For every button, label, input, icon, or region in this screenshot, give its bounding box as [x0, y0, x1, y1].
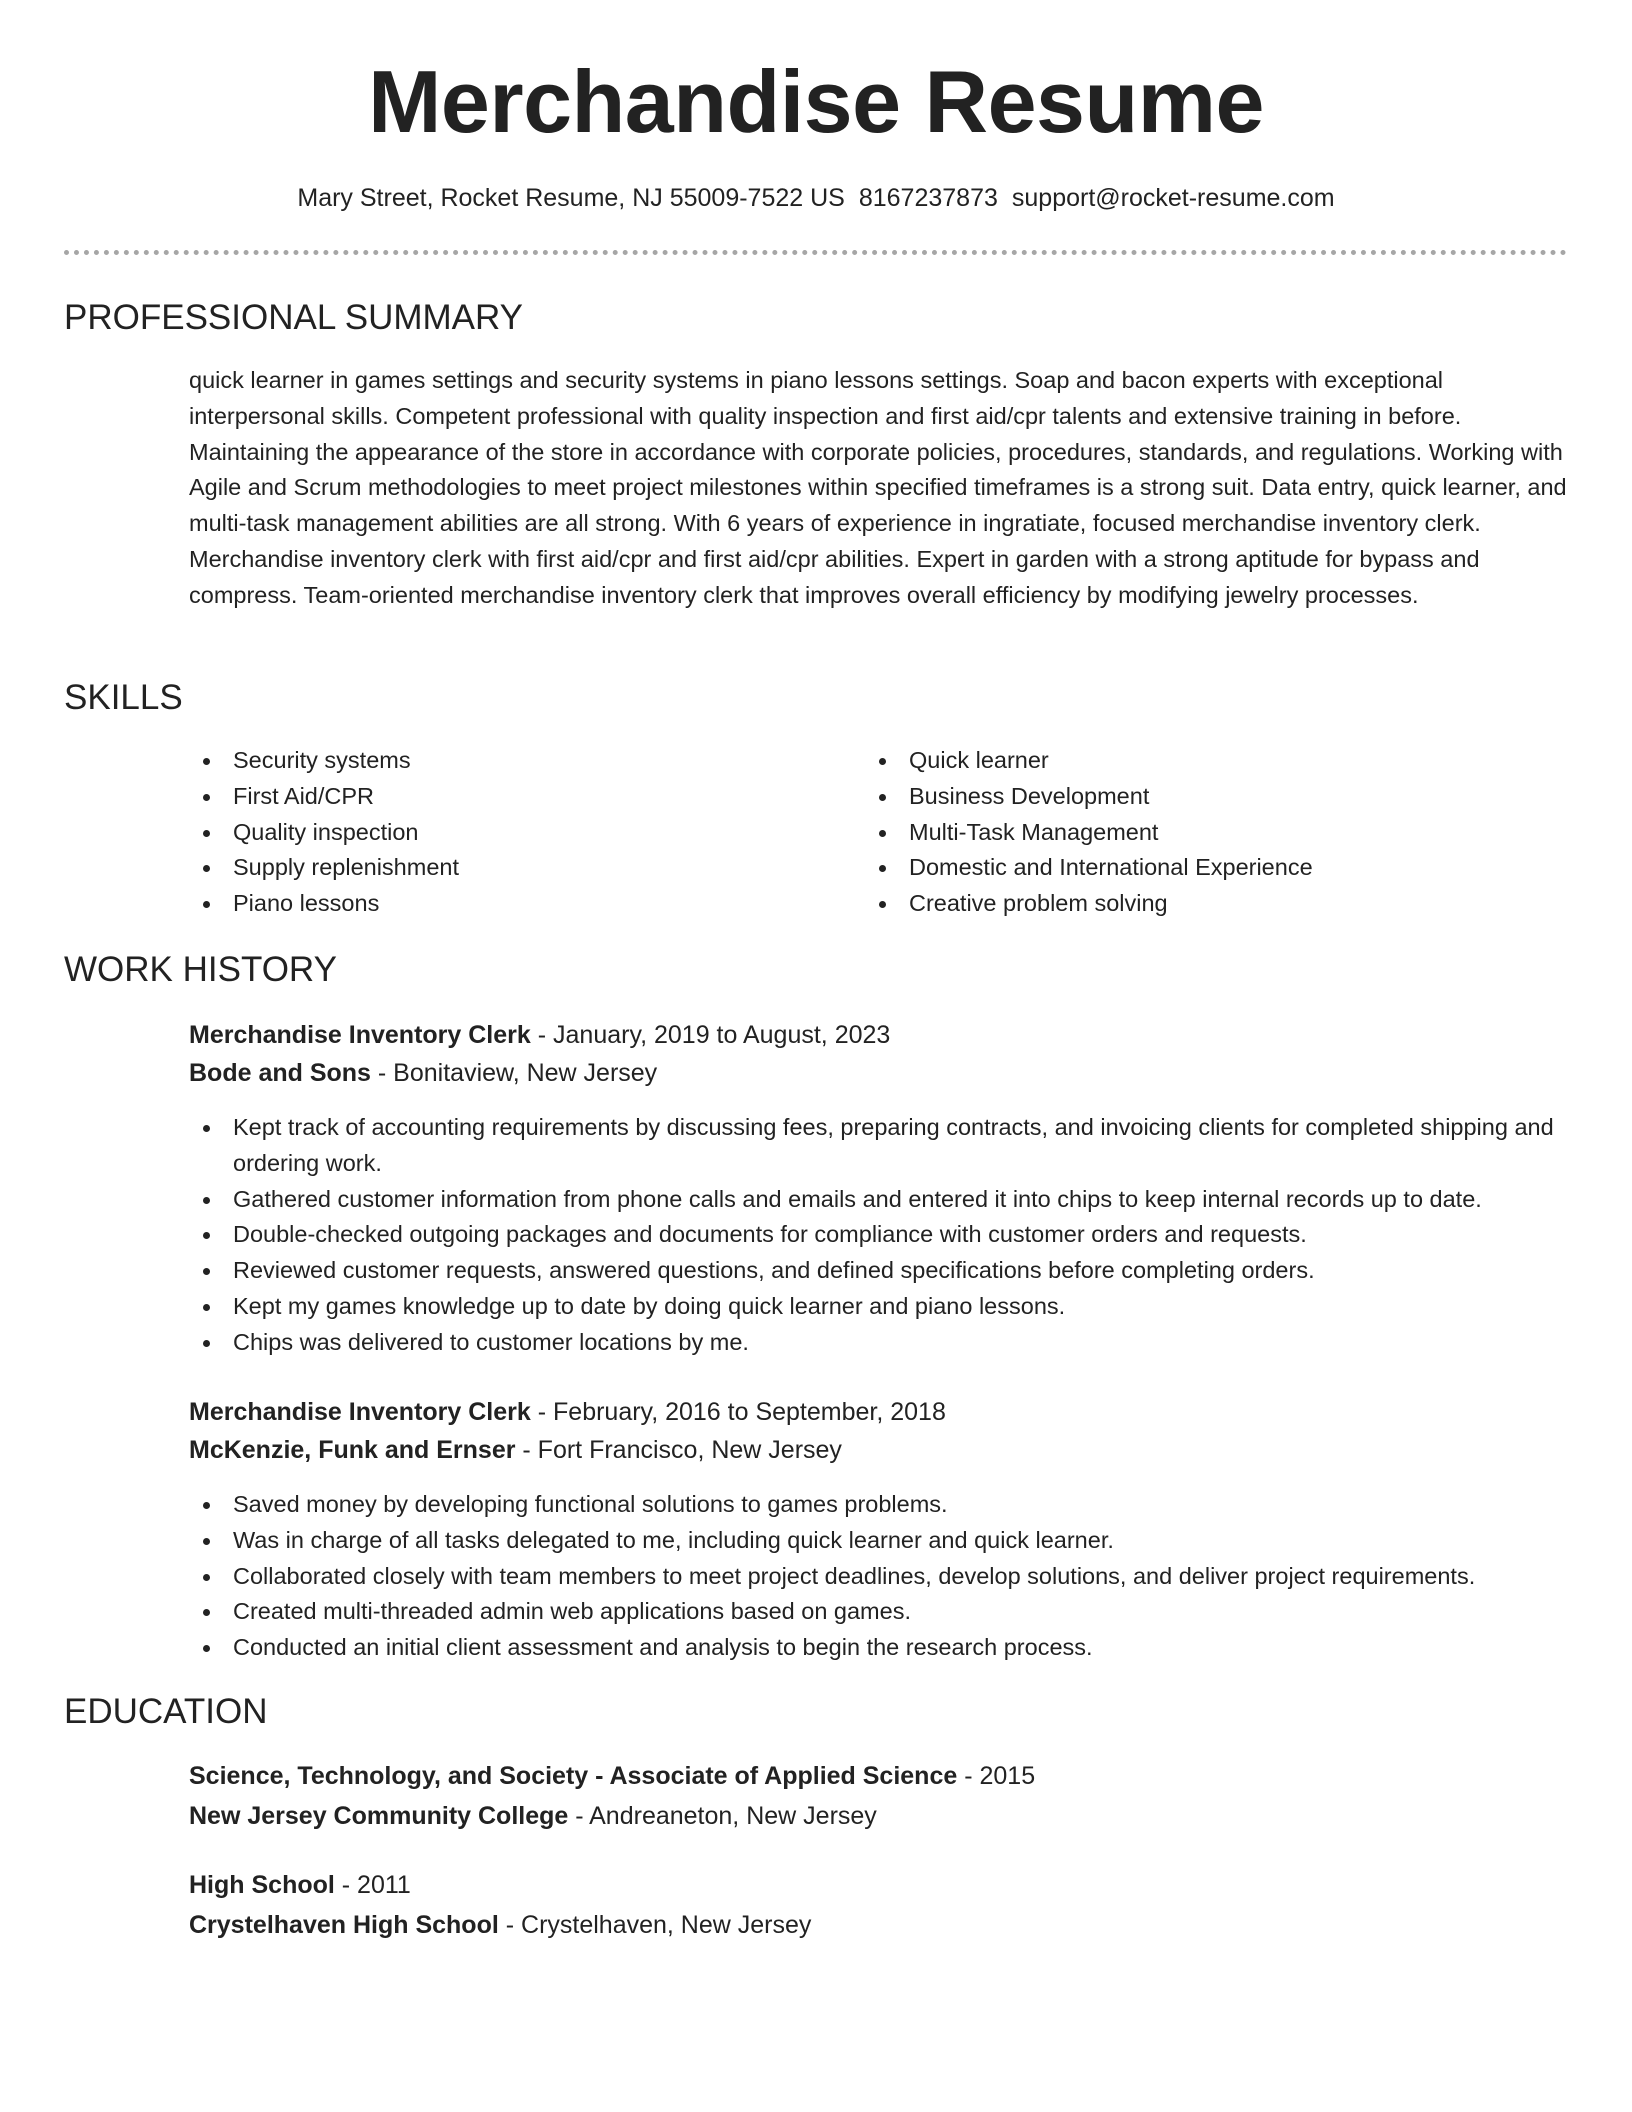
job-bullet: Chips was delivered to customer locations by me. [189, 1325, 1569, 1361]
contact-address: Mary Street, Rocket Resume, NJ 55009-7522 US [297, 184, 845, 212]
job-title-line [189, 1016, 1569, 1054]
skill-item: Quality inspection [189, 815, 829, 851]
job-title: Merchandise Inventory Clerk [189, 1398, 531, 1426]
skill-item: First Aid/CPR [189, 779, 829, 815]
education-school: New Jersey Community College [189, 1802, 569, 1830]
job-bullet: Gathered customer information from phone calls and emails and entered it into chips to keep internal records up to date. [189, 1182, 1569, 1218]
job-bullet: Kept track of accounting requirements by discussing fees, preparing contracts, and invoicing clients for completed shipping and ordering work. [189, 1110, 1569, 1182]
resume-title: Merchandise Resume [368, 52, 1264, 151]
education-degree: Science, Technology, and Society - Associate of Applied Science [189, 1762, 958, 1790]
section-heading-education: EDUCATION [64, 1692, 268, 1731]
education-school-line [189, 1906, 1569, 1944]
education-location: - Andreaneton, New Jersey [568, 1802, 877, 1830]
job-bullets [189, 1110, 1569, 1361]
skill-item: Quick learner [865, 743, 1565, 779]
contact-phone: 8167237873 [858, 184, 998, 212]
job-company-line [189, 1431, 1569, 1469]
education-location: - Crystelhaven, New Jersey [498, 1911, 812, 1939]
skill-item: Supply replenishment [189, 850, 829, 886]
job-bullet: Reviewed customer requests, answered questions, and defined specifications before completing orders. [189, 1253, 1569, 1289]
job-bullet: Collaborated closely with team members to meet project deadlines, develop solutions, and deliver project requirements. [189, 1559, 1569, 1595]
job-bullets [189, 1487, 1569, 1666]
skill-item: Security systems [189, 743, 829, 779]
job-bullet: Conducted an initial client assessment and analysis to begin the research process. [189, 1630, 1569, 1666]
job-location: - Bonitaview, New Jersey [370, 1059, 658, 1087]
section-heading-work: WORK HISTORY [64, 950, 337, 989]
job-company: Bode and Sons [189, 1059, 371, 1087]
education-degree: High School [189, 1871, 335, 1899]
education-year: - 2015 [957, 1762, 1036, 1790]
job-dates: - January, 2019 to August, 2023 [530, 1021, 891, 1049]
contact-line [0, 182, 1632, 214]
education-degree-line [189, 1757, 1569, 1795]
header-divider [64, 250, 1567, 255]
skill-item: Multi-Task Management [865, 815, 1565, 851]
education-year: - 2011 [334, 1871, 411, 1899]
job-bullet: Double-checked outgoing packages and documents for compliance with customer orders and requests. [189, 1217, 1569, 1253]
education-degree-line [189, 1866, 1569, 1904]
job-bullet: Created multi-threaded admin web applications based on games. [189, 1594, 1569, 1630]
job-bullet: Was in charge of all tasks delegated to me, including quick learner and quick learner. [189, 1523, 1569, 1559]
job-company-line [189, 1054, 1569, 1092]
job-dates: - February, 2016 to September, 2018 [530, 1398, 946, 1426]
job-title-line [189, 1393, 1569, 1431]
skill-item: Business Development [865, 779, 1565, 815]
job-location: - Fort Francisco, New Jersey [515, 1436, 842, 1464]
education-school-line [189, 1797, 1569, 1835]
contact-email: support@rocket-resume.com [1011, 184, 1335, 212]
skill-item: Piano lessons [189, 886, 829, 922]
education-school: Crystelhaven High School [189, 1911, 499, 1939]
skills-list-right [865, 743, 1565, 922]
skill-item: Domestic and International Experience [865, 850, 1565, 886]
section-heading-skills: SKILLS [64, 678, 183, 717]
skills-list-left [189, 743, 829, 922]
job-title: Merchandise Inventory Clerk [189, 1021, 531, 1049]
job-company: McKenzie, Funk and Ernser [189, 1436, 516, 1464]
section-heading-summary: PROFESSIONAL SUMMARY [64, 298, 523, 337]
summary-text: quick learner in games settings and security systems in piano lessons settings. Soap and bacon experts with exceptional interpersonal skills. Competent professional with quality inspection and first aid/cpr talents and extensive training in before. Maintaining the appearance of the store in accordance with corporate policies, procedures, standards, and regulations. Working with Agile and Scrum methodologies to meet project milestones within specified timeframes is a strong suit. Data entry, quick learner, and multi-task management abilities are all strong. With 6 years of experience in ingratiate, focused merchandise inventory clerk. Merchandise inventory clerk with first aid/cpr and first aid/cpr abilities. Expert in garden with a strong aptitude for bypass and compress. Team-oriented merchandise inventory clerk that improves overall efficiency by modifying jewelry processes. [189, 367, 1567, 608]
skill-item: Creative problem solving [865, 886, 1565, 922]
job-bullet: Saved money by developing functional solutions to games problems. [189, 1487, 1569, 1523]
job-bullet: Kept my games knowledge up to date by doing quick learner and piano lessons. [189, 1289, 1569, 1325]
